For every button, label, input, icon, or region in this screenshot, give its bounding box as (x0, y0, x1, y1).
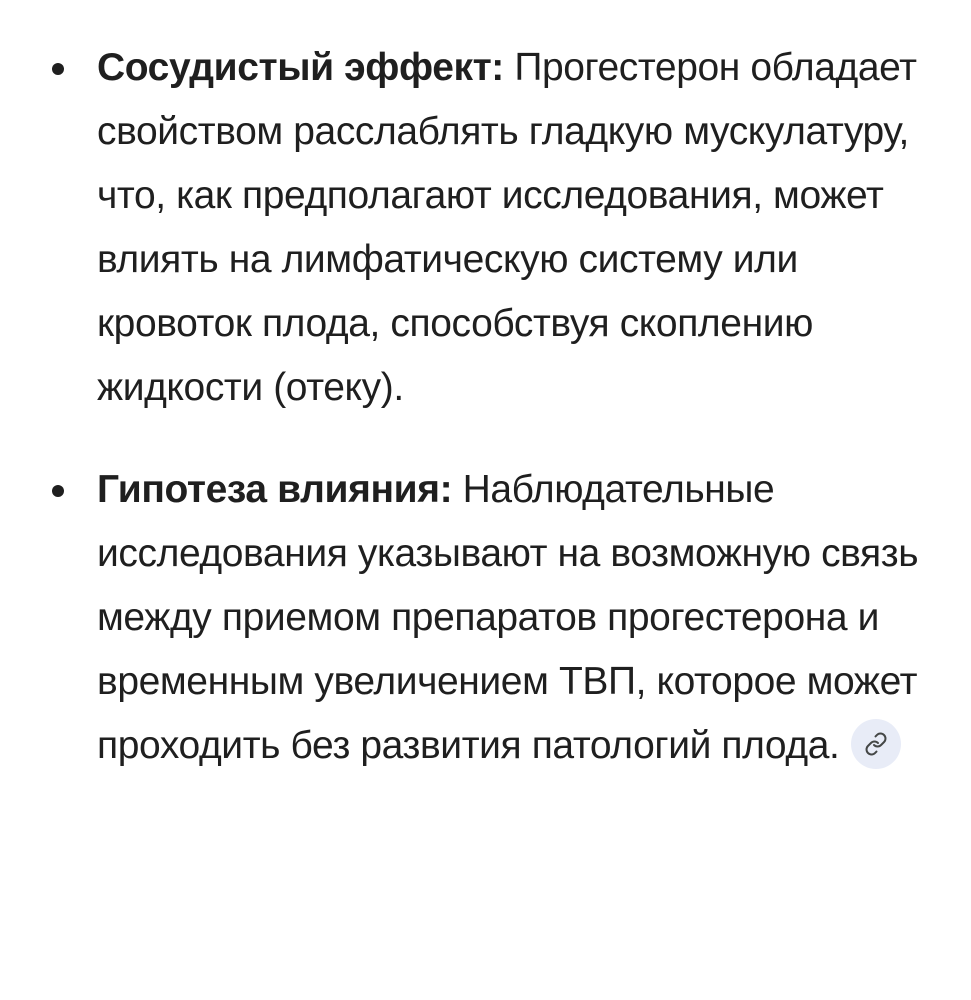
list-item (0, 458, 971, 778)
bullet-list (0, 36, 971, 778)
list-item (0, 36, 971, 420)
item-term: Сосудистый эффект: (97, 46, 504, 89)
bullet-dot (52, 63, 64, 75)
item-term: Гипотеза влияния: (97, 468, 453, 511)
item-text: Прогестерон обладает свойством расслаблять гладкую мускулатуру, что, как предполагают исследования, может влиять на лимфатическую систему или кровоток плода, способствуя скоплению жидкости (отеку). (97, 46, 917, 409)
item-text: Наблюдательные исследования указывают на возможную связь между приемом препаратов прогестерона и временным увеличением ТВП, которое может проходить без развития патологий плода. (97, 468, 919, 767)
source-link-button[interactable] (851, 719, 901, 769)
link-icon (864, 732, 888, 756)
bullet-dot (52, 485, 64, 497)
